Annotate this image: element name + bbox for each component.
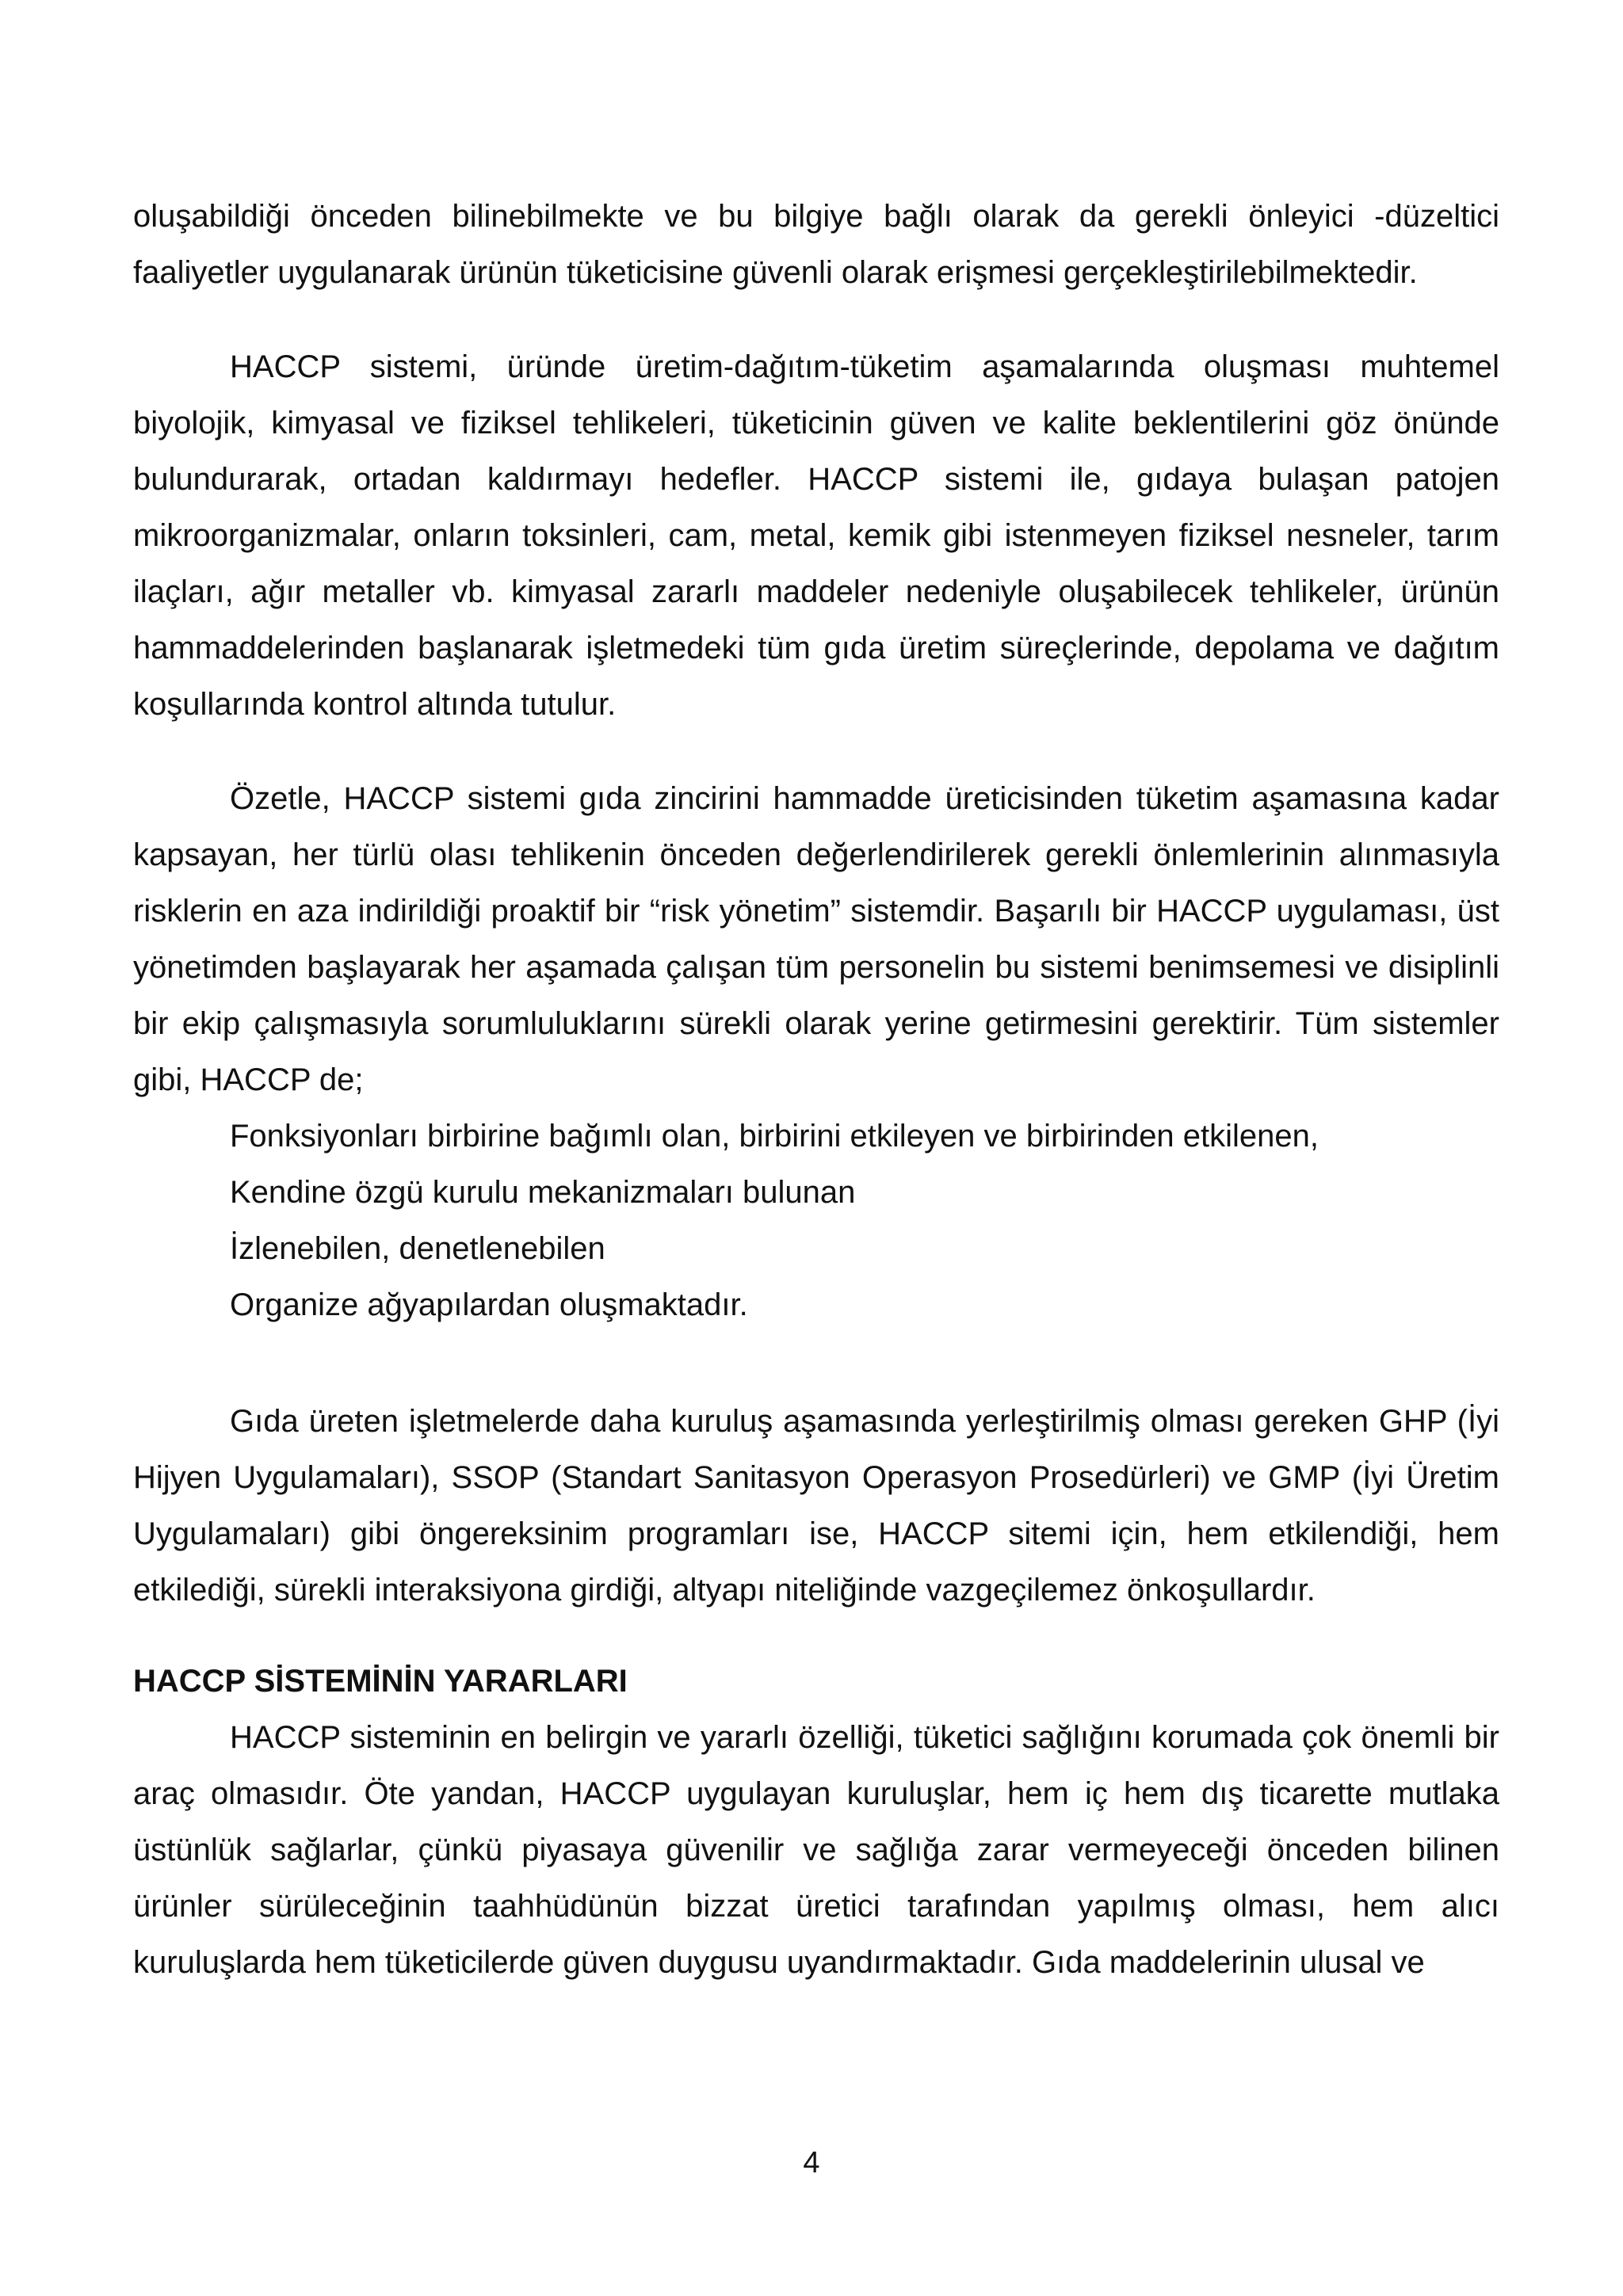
paragraph-haccp-definition: HACCP sistemi, üründe üretim-dağıtım-tüketim aşamalarında oluşması muhtemel biyolojik, kimyasal ve fiziksel tehlikeleri, tüketicinin güven ve kalite beklentilerini göz önünde bulundurarak, ortadan kaldırmayı hedefler. HACCP sistemi ile, gıdaya bulaşan patojen mikroorganizmalar, onların toksinleri, cam, metal, kemik gibi istenmeyen fiziksel nesneler, tarım ilaçları, ağır metaller vb. kimyasal zararlı maddeler nedeniyle oluşabilecek tehlikeler, ürünün hammaddelerinden başlanarak işletmedeki tüm gıda üretim süreçlerinde, depolama ve dağıtım koşullarında kontrol altında tutulur. xyxy=(133,349,1499,722)
haccp-characteristics-list xyxy=(133,1108,1499,1333)
list-item: Kendine özgü kurulu mekanizmaları bulunan xyxy=(230,1175,856,1210)
list-item: İzlenebilen, denetlenebilen xyxy=(230,1231,605,1266)
paragraph-haccp-summary: Özetle, HACCP sistemi gıda zincirini hammadde üreticisinden tüketim aşamasına kadar kapsayan, her türlü olası tehlikenin önceden değerlendirilerek gerekli önlemlerinin alınmasıyla risklerin en aza indirildiği proaktif bir “risk yönetim” sistemdir. Başarılı bir HACCP uygulaması, üst yönetimden başlayarak her aşamada çalışan tüm personelin bu sistemi benimsemesi ve disiplinli bir ekip çalışmasıyla sorumluluklarını sürekli olarak yerine getirmesini gerektirir. Tüm sistemler gibi, HACCP de; xyxy=(133,781,1499,1097)
page-content xyxy=(133,189,1499,1991)
paragraph-prerequisite-programs: Gıda üreten işletmelerde daha kuruluş aşamasında yerleştirilmiş olması gereken GHP (İyi Hijyen Uygulamaları), SSOP (Standart Sanitasyon Operasyon Prosedürleri) ve GMP (İyi Üretim Uygulamaları) gibi öngereksinim programları ise, HACCP sitemi için, hem etkilendiği, hem etkilediği, sürekli interaksiyona girdiği, altyapı niteliğinde vazgeçilemez önkoşullardır. xyxy=(133,1404,1499,1608)
list-item: Organize ağyapılardan oluşmaktadır. xyxy=(230,1287,748,1322)
paragraph-haccp-benefits: HACCP sisteminin en belirgin ve yararlı özelliği, tüketici sağlığını korumada çok önemli bir araç olmasıdır. Öte yandan, HACCP uygulayan kuruluşlar, hem iç hem dış ticarette mutlaka üstünlük sağlarlar, çünkü piyasaya güvenilir ve sağlığa zarar vermeyeceği önceden bilinen ürünler sürüleceğinin taahhüdünün bizzat üretici tarafından yapılmış olması, hem alıcı kuruluşlarda hem tüketicilerde güven duygusu uyandırmaktadır. Gıda maddelerinin ulusal ve xyxy=(133,1720,1499,1980)
section-heading: HACCP SİSTEMİNİN YARARLARI xyxy=(133,1664,628,1699)
paragraph-continuation: oluşabildiği önceden bilinebilmekte ve bu bilgiye bağlı olarak da gerekli önleyici -düzeltici faaliyetler uygulanarak ürünün tüketicisine güvenli olarak erişmesi gerçekleştirilebilmektedir. xyxy=(133,199,1499,290)
list-item: Fonksiyonları birbirine bağımlı olan, birbirini etkileyen ve birbirinden etkilenen, xyxy=(230,1119,1319,1154)
page-number: 4 xyxy=(803,2146,820,2180)
